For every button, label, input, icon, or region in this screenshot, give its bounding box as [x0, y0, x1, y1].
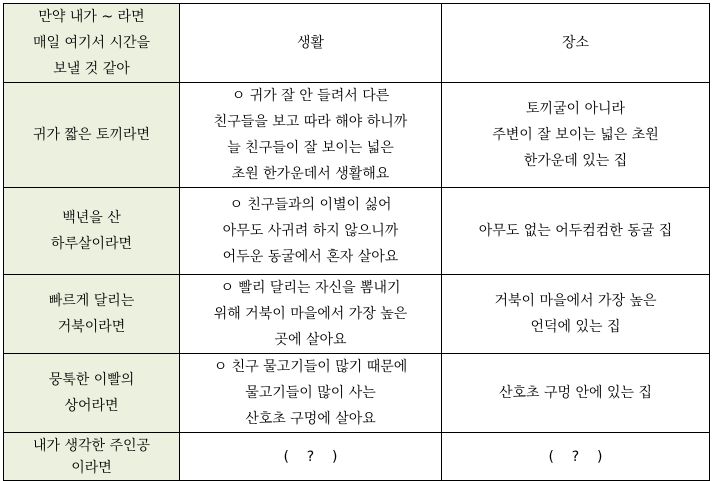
life-line: ㅇ 친구들과의 이별이 싫어	[229, 197, 392, 213]
life-line: 초원 한가운데서 생활해요	[231, 166, 390, 182]
life-line: ㅇ 친구 물고기들이 많기 때문에	[213, 359, 408, 375]
row-label-cell	[4, 275, 180, 354]
story-table	[3, 3, 710, 481]
life-cell	[180, 83, 442, 188]
row-label-line: 백년을 산	[62, 210, 121, 226]
place-cell	[442, 188, 710, 275]
life-line: 물고기들이 많이 사는	[245, 385, 376, 401]
life-column-header: 생활	[180, 4, 442, 83]
table-row	[4, 433, 710, 481]
life-line: ㅇ 귀가 잘 안 들려서 다른	[231, 88, 390, 104]
row-label-line: 이라면	[71, 459, 112, 476]
life-line: 아무도 사귀려 하지 않으니까	[222, 223, 399, 239]
place-line: 주변이 잘 보이는 넓은 초원	[492, 127, 659, 143]
header-row	[4, 4, 710, 83]
life-cell	[180, 433, 442, 481]
life-line: ( ? )	[283, 448, 338, 465]
place-line: 산호초 구멍 안에 있는 집	[498, 385, 653, 401]
row-label-line: 하루살이라면	[50, 236, 133, 252]
place-column-header: 장소	[442, 4, 710, 83]
row-label-line: 뭉툭한 이빨의	[48, 372, 135, 388]
life-line: 친구들을 보고 따라 해야 하니까	[213, 114, 408, 130]
life-line: 늘 친구들이 잘 보이는 넓은	[227, 140, 394, 156]
place-cell	[442, 83, 710, 188]
place-line: 토끼굴이 아니라	[525, 101, 626, 117]
row-label-cell	[4, 433, 180, 481]
corner-header-line: 매일 여기서 시간을	[32, 35, 151, 51]
row-label-cell	[4, 188, 180, 275]
place-line: 한가운데 있는 집	[523, 153, 628, 169]
row-label-line: 상어라면	[64, 398, 119, 414]
place-line: ( ? )	[548, 448, 603, 465]
place-cell	[442, 354, 710, 433]
life-line: 어두운 동굴에서 혼자 살아요	[222, 249, 399, 265]
life-line: 위해 거북이 마을에서 가장 높은	[213, 306, 408, 322]
place-cell	[442, 433, 710, 481]
table-row	[4, 83, 710, 188]
row-label-line: 내가 생각한 주인공	[32, 437, 151, 454]
corner-header-line: 만약 내가 ~ 라면	[38, 9, 145, 25]
place-line: 아무도 없는 어두컴컴한 동굴 집	[478, 223, 673, 239]
life-cell	[180, 354, 442, 433]
table-row	[4, 188, 710, 275]
life-cell	[180, 188, 442, 275]
row-label-line: 귀가 짧은 토끼라면	[32, 127, 151, 143]
corner-header-cell	[4, 4, 180, 83]
life-line: 산호초 구멍에 살아요	[245, 411, 376, 427]
life-line: ㅇ 빨리 달리는 자신을 뽐내기	[220, 280, 401, 296]
place-line: 거북이 마을에서 가장 높은	[494, 293, 657, 309]
row-label-cell	[4, 354, 180, 433]
table-row	[4, 275, 710, 354]
row-label-cell	[4, 83, 180, 188]
row-label-line: 빠르게 달리는	[48, 293, 135, 309]
life-cell	[180, 275, 442, 354]
corner-header-line: 보낼 것 같아	[53, 61, 130, 77]
table-row	[4, 354, 710, 433]
place-cell	[442, 275, 710, 354]
life-line: 곳에 살아요	[274, 332, 347, 348]
row-label-line: 거북이라면	[57, 319, 126, 335]
place-line: 언덕에 있는 집	[530, 319, 621, 335]
